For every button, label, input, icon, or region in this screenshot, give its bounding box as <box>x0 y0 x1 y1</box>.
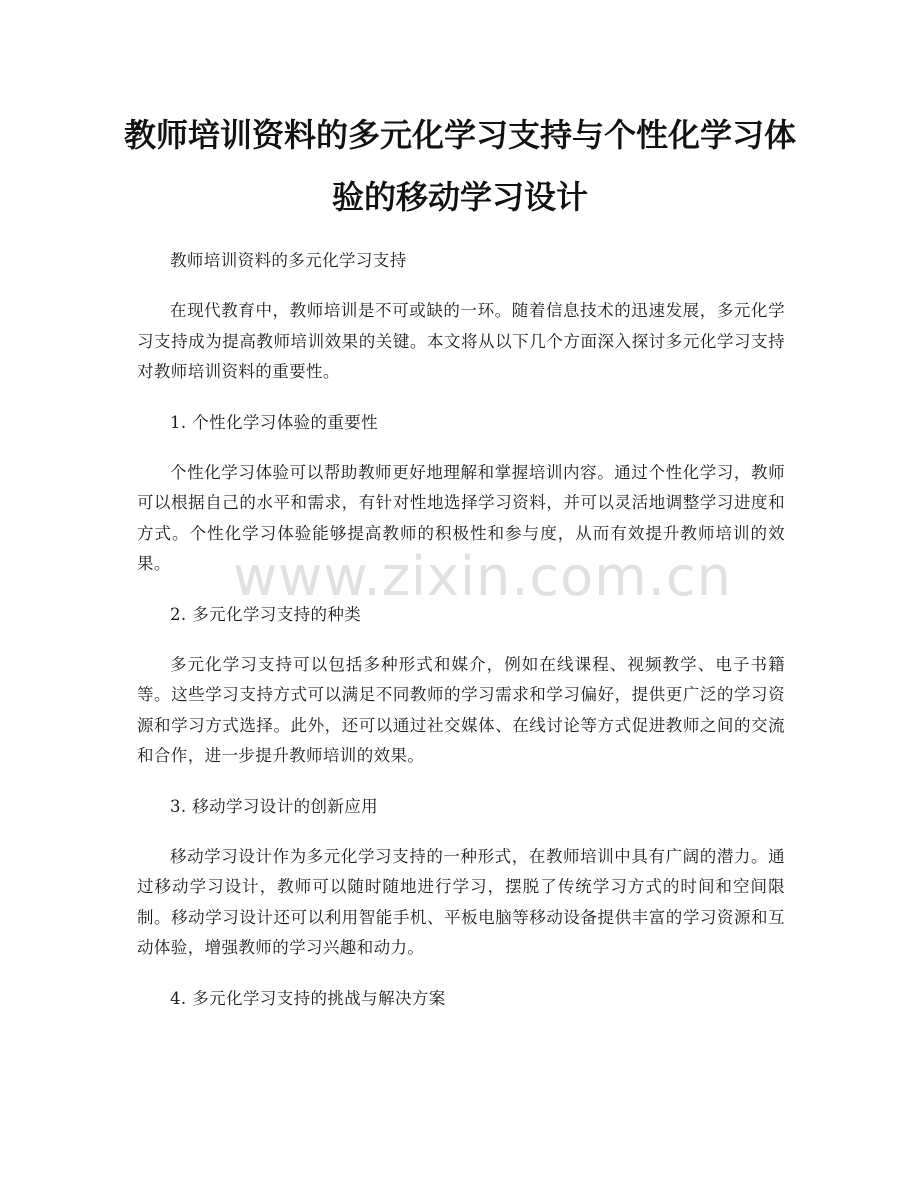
paragraph-2: 多元化学习支持可以包括多种形式和媒介，例如在线课程、视频教学、电子书籍等。这些学习支持方式可以满足不同教师的学习需求和学习偏好，提供更广泛的学习资源和学习方式选择。此外，还可以通过社交媒体、在线讨论等方式促进教师之间的交流和合作，进一步提升教师培训的效果。 <box>137 654 785 765</box>
section-heading-4: 4. 多元化学习支持的挑战与解决方案 <box>170 988 446 1008</box>
section-heading-3: 3. 移动学习设计的创新应用 <box>170 796 379 816</box>
paragraph-1: 个性化学习体验可以帮助教师更好地理解和掌握培训内容。通过个性化学习，教师可以根据自己的水平和需求，有针对性地选择学习资料，并可以灵活地调整学习进度和方式。个性化学习体验能够提高教师的积极性和参与度，从而有效提升教师培训的效果。 <box>137 462 785 573</box>
section-heading-1: 1. 个性化学习体验的重要性 <box>170 412 379 432</box>
paragraph-intro: 在现代教育中，教师培训是不可或缺的一环。随着信息技术的迅速发展，多元化学习支持成为提高教师培训效果的关键。本文将从以下几个方面深入探讨多元化学习支持对教师培训资料的重要性。 <box>137 301 785 381</box>
document-title: 教师培训资料的多元化学习支持与个性化学习体验的移动学习设计 <box>123 116 796 216</box>
section-heading-2: 2. 多元化学习支持的种类 <box>170 604 362 624</box>
watermark: www.zixin.com.cn <box>233 545 732 608</box>
paragraph-3: 移动学习设计作为多元化学习支持的一种形式，在教师培训中具有广阔的潜力。通过移动学习设计，教师可以随时随地进行学习，摆脱了传统学习方式的时间和空间限制。移动学习设计还可以利用智能手机、平板电脑等移动设备提供丰富的学习资源和互动体验，增强教师的学习兴趣和动力。 <box>137 846 785 957</box>
section-heading-intro: 教师培训资料的多元化学习支持 <box>170 251 407 270</box>
document-body <box>137 246 785 1034</box>
